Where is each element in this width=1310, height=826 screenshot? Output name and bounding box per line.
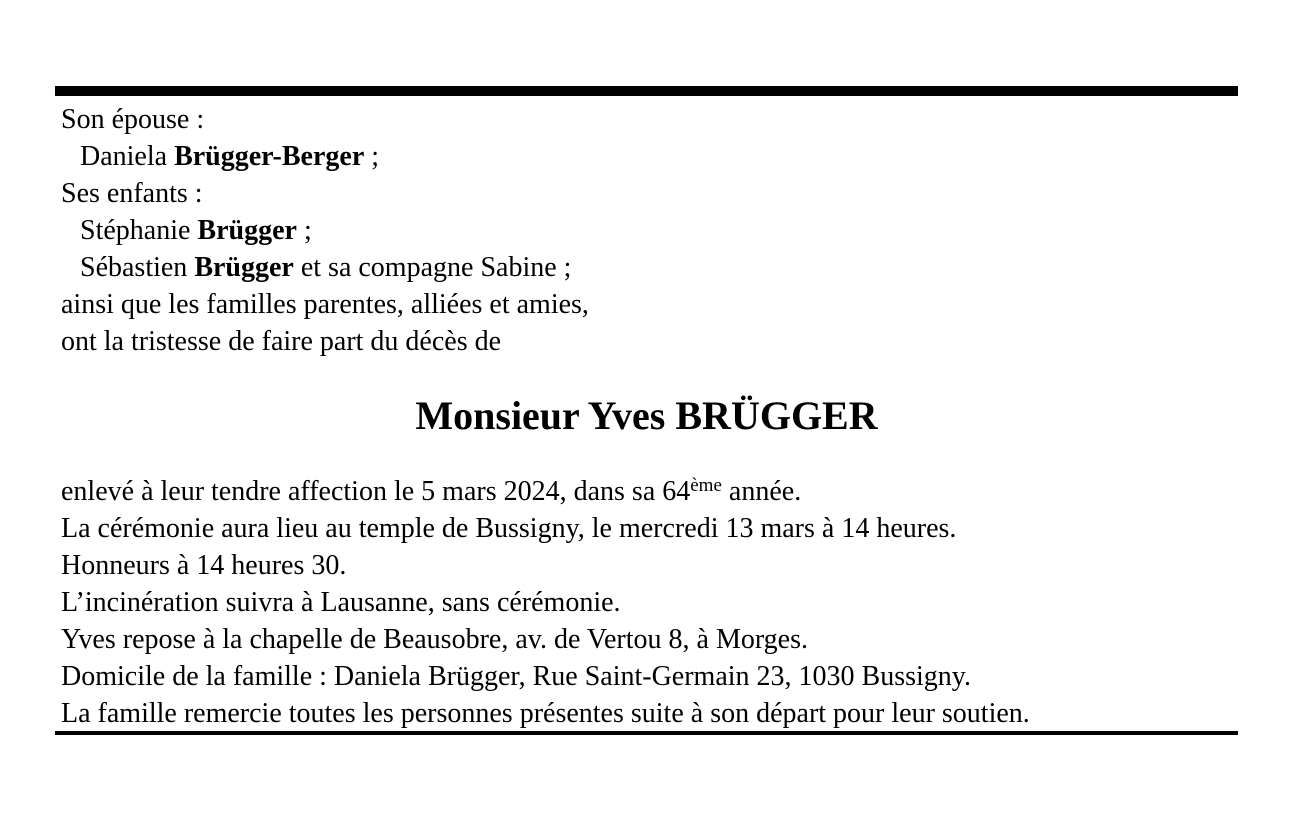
child-line: [61, 249, 589, 286]
thanks-line: La famille remercie toutes les personnes présentes suite à son départ pour leur soutien.: [61, 698, 1030, 729]
child-line-end: et sa compagne Sabine ;: [293, 252, 572, 283]
bottom-rule: [55, 731, 1238, 735]
top-rule: [55, 86, 1238, 96]
announcement-line: ont la tristesse de faire part du décès de: [61, 326, 502, 357]
child-first-name: Stéphanie: [80, 215, 191, 246]
notice-details: [61, 473, 1030, 732]
spouse-first-name: Daniela: [80, 141, 168, 172]
ceremony-line: La cérémonie aura lieu au temple de Bussigny, le mercredi 13 mars à 14 heures.: [61, 513, 957, 544]
domicile-line: Domicile de la famille : Daniela Brügger, Rue Saint-Germain 23, 1030 Bussigny.: [61, 661, 971, 692]
deceased-name: Monsieur Yves BRÜGGER: [415, 393, 878, 438]
honours-line: Honneurs à 14 heures 30.: [61, 550, 347, 581]
cremation-line: L’incinération suivra à Lausanne, sans cérémonie.: [61, 587, 621, 618]
child-line: [61, 212, 589, 249]
child-line-end: ;: [296, 215, 312, 246]
child-first-name: Sébastien: [80, 252, 188, 283]
spouse-heading: Son épouse :: [61, 104, 205, 135]
child-last-name: Brügger: [194, 252, 294, 283]
spouse-line-end: ;: [364, 141, 380, 172]
resting-place-line: Yves repose à la chapelle de Beausobre, av. de Vertou 8, à Morges.: [61, 624, 808, 655]
children-heading: Ses enfants :: [61, 178, 203, 209]
death-text: enlevé à leur tendre affection le 5 mars 2024, dans sa 64: [61, 476, 691, 507]
ordinal-suffix: ème: [690, 475, 722, 496]
death-line: [61, 473, 1030, 510]
death-text-end: année.: [721, 476, 802, 507]
child-last-name: Brügger: [197, 215, 297, 246]
spouse-line: [61, 138, 589, 175]
family-intro: [61, 101, 589, 360]
spouse-last-name: Brügger-Berger: [174, 141, 365, 172]
families-line: ainsi que les familles parentes, alliées et amies,: [61, 289, 589, 320]
